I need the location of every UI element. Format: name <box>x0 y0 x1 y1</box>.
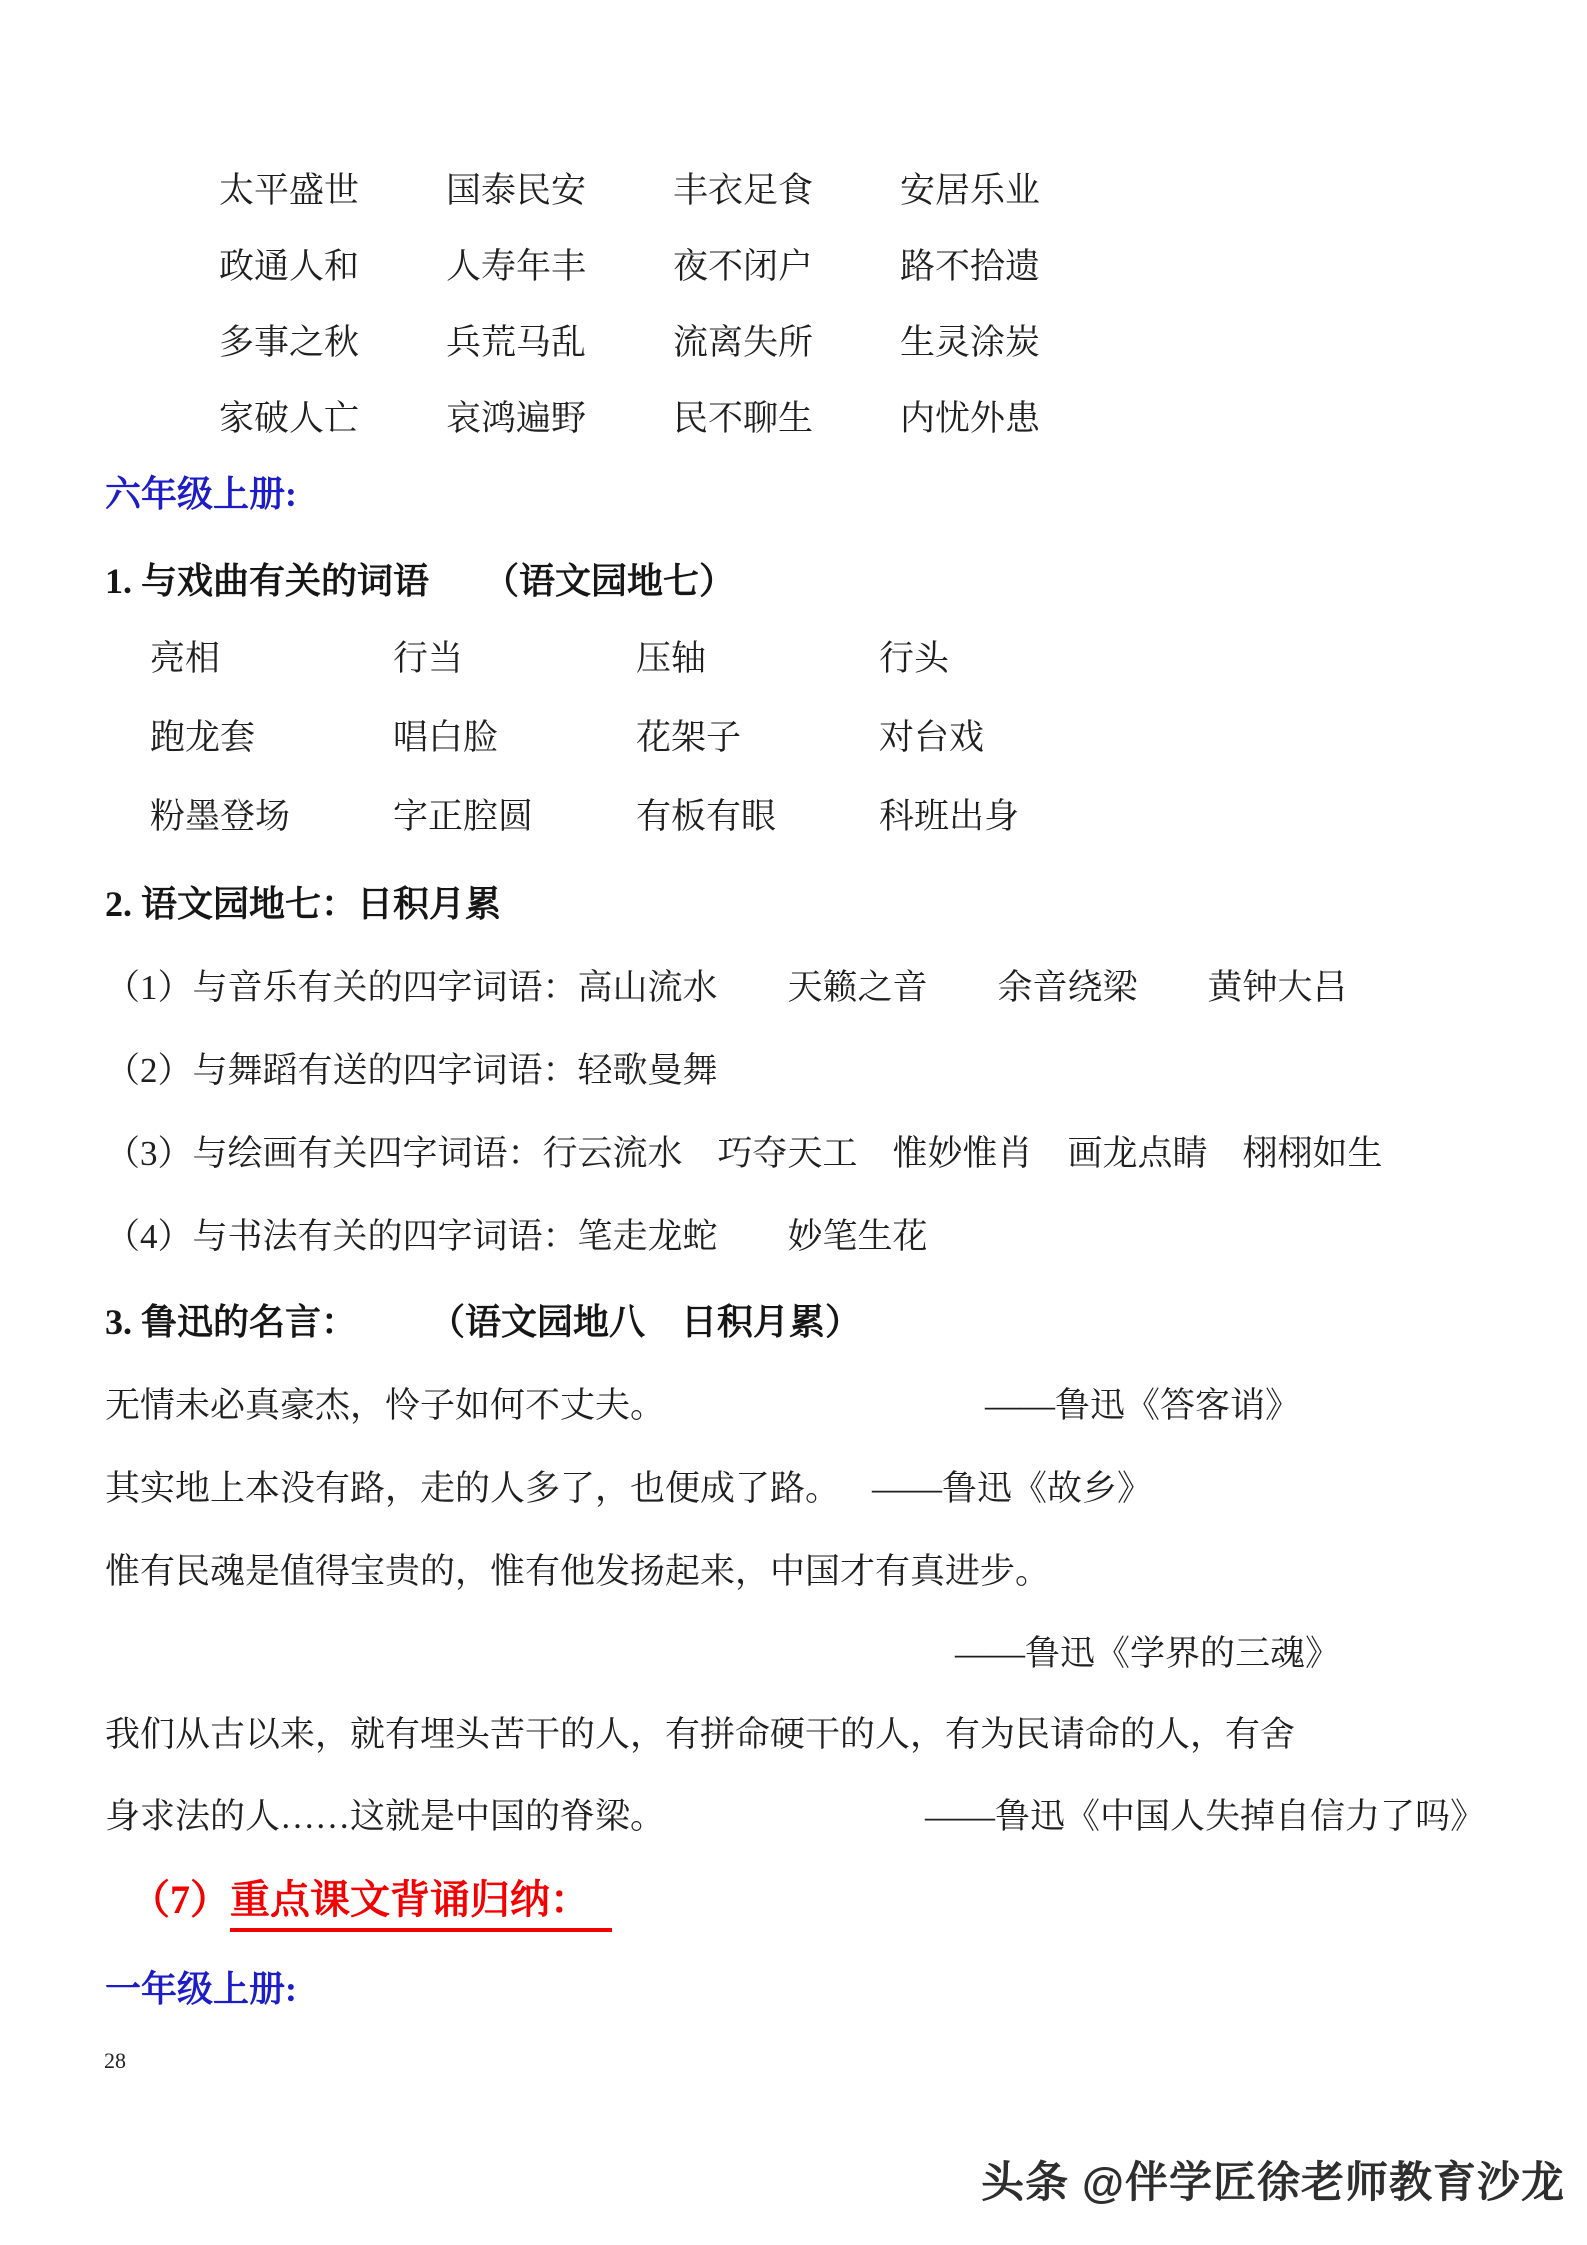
theatre-word: 行当 <box>393 639 464 678</box>
idiom-cell: 内忧外患 <box>900 399 1041 438</box>
theatre-word: 有板有眼 <box>636 797 777 836</box>
quote-text: 身求法的人……这就是中国的脊梁。 <box>105 1797 666 1836</box>
theatre-word: 亮相 <box>150 639 221 678</box>
idiom-cell: 安居乐业 <box>900 171 1041 210</box>
section1-title: 1. 与戏曲有关的词语 （语文园地七） <box>105 561 736 601</box>
luxun-quote-1 <box>105 1385 1587 1427</box>
idiom-cell: 民不聊生 <box>673 399 814 438</box>
heading-text: 重点课文背诵归纳： <box>230 1877 612 1932</box>
luxun-quote-4-line1: 我们从古以来，就有埋头苦干的人，有拼命硬干的人，有为民请命的人，有舍 <box>105 1715 1296 1754</box>
section2-item-4: （4）与书法有关的四字词语：笔走龙蛇 妙笔生花 <box>105 1217 928 1256</box>
theatre-word: 科班出身 <box>879 797 1020 836</box>
theatre-word: 行头 <box>879 639 950 678</box>
quote-attribution: ——鲁迅《答客诮》 <box>985 1386 1301 1425</box>
quote-attribution: ——鲁迅《中国人失掉自信力了吗》 <box>925 1797 1486 1836</box>
idiom-table <box>219 173 1127 437</box>
section2-item-1: （1）与音乐有关的四字词语：高山流水 天籁之音 余音绕梁 黄钟大吕 <box>105 968 1348 1007</box>
section2-item-2: （2）与舞蹈有送的四字词语：轻歌曼舞 <box>105 1051 718 1090</box>
theatre-word: 花架子 <box>636 718 742 757</box>
idiom-cell: 家破人亡 <box>219 399 360 438</box>
theatre-word: 对台戏 <box>879 718 985 757</box>
idiom-cell: 丰衣足食 <box>673 171 814 210</box>
idiom-cell: 流离失所 <box>673 323 814 362</box>
theatre-words-table <box>150 641 1122 835</box>
grade6-volume1-heading: 六年级上册: <box>105 474 297 514</box>
quote-text: 无情未必真豪杰，怜子如何不丈夫。 <box>105 1386 666 1425</box>
heading-number: （7） <box>130 1877 230 1922</box>
luxun-quote-3-attribution: ——鲁迅《学界的三魂》 <box>955 1634 1341 1673</box>
idiom-cell: 哀鸿遍野 <box>446 399 587 438</box>
theatre-word: 粉墨登场 <box>150 797 291 836</box>
theatre-word: 字正腔圆 <box>393 797 534 836</box>
idiom-cell: 太平盛世 <box>219 171 360 210</box>
idiom-cell: 夜不闭户 <box>673 247 814 286</box>
idiom-cell: 生灵涂炭 <box>900 323 1041 362</box>
idiom-cell: 多事之秋 <box>219 323 360 362</box>
theatre-word: 唱白脸 <box>393 718 499 757</box>
theatre-word: 压轴 <box>636 639 707 678</box>
luxun-quote-2 <box>105 1468 1587 1510</box>
key-texts-recitation-heading <box>130 1876 612 1924</box>
idiom-cell: 政通人和 <box>219 247 360 286</box>
quote-text: 其实地上本没有路，走的人多了，也便成了路。 <box>105 1469 841 1508</box>
page-number: 28 <box>104 2048 126 2073</box>
quote-attribution: ——鲁迅《故乡》 <box>872 1469 1153 1508</box>
luxun-quote-4-line2 <box>105 1796 1587 1838</box>
watermark: 头条 @伴学匠徐老师教育沙龙 <box>981 2159 1565 2207</box>
luxun-quote-3: 惟有民魂是值得宝贵的，惟有他发扬起来，中国才有真进步。 <box>105 1552 1051 1591</box>
idiom-cell: 兵荒马乱 <box>446 323 587 362</box>
section2-title: 2. 语文园地七：日积月累 <box>105 884 502 924</box>
idiom-cell: 路不拾遗 <box>900 247 1041 286</box>
idiom-cell: 人寿年丰 <box>446 247 587 286</box>
section3-title: 3. 鲁迅的名言： （语文园地八 日积月累） <box>105 1302 862 1342</box>
idiom-cell: 国泰民安 <box>446 171 587 210</box>
theatre-word: 跑龙套 <box>150 718 256 757</box>
grade1-volume1-heading: 一年级上册: <box>105 1969 297 2009</box>
section2-item-3: （3）与绘画有关四字词语：行云流水 巧夺天工 惟妙惟肖 画龙点睛 栩栩如生 <box>105 1134 1383 1173</box>
